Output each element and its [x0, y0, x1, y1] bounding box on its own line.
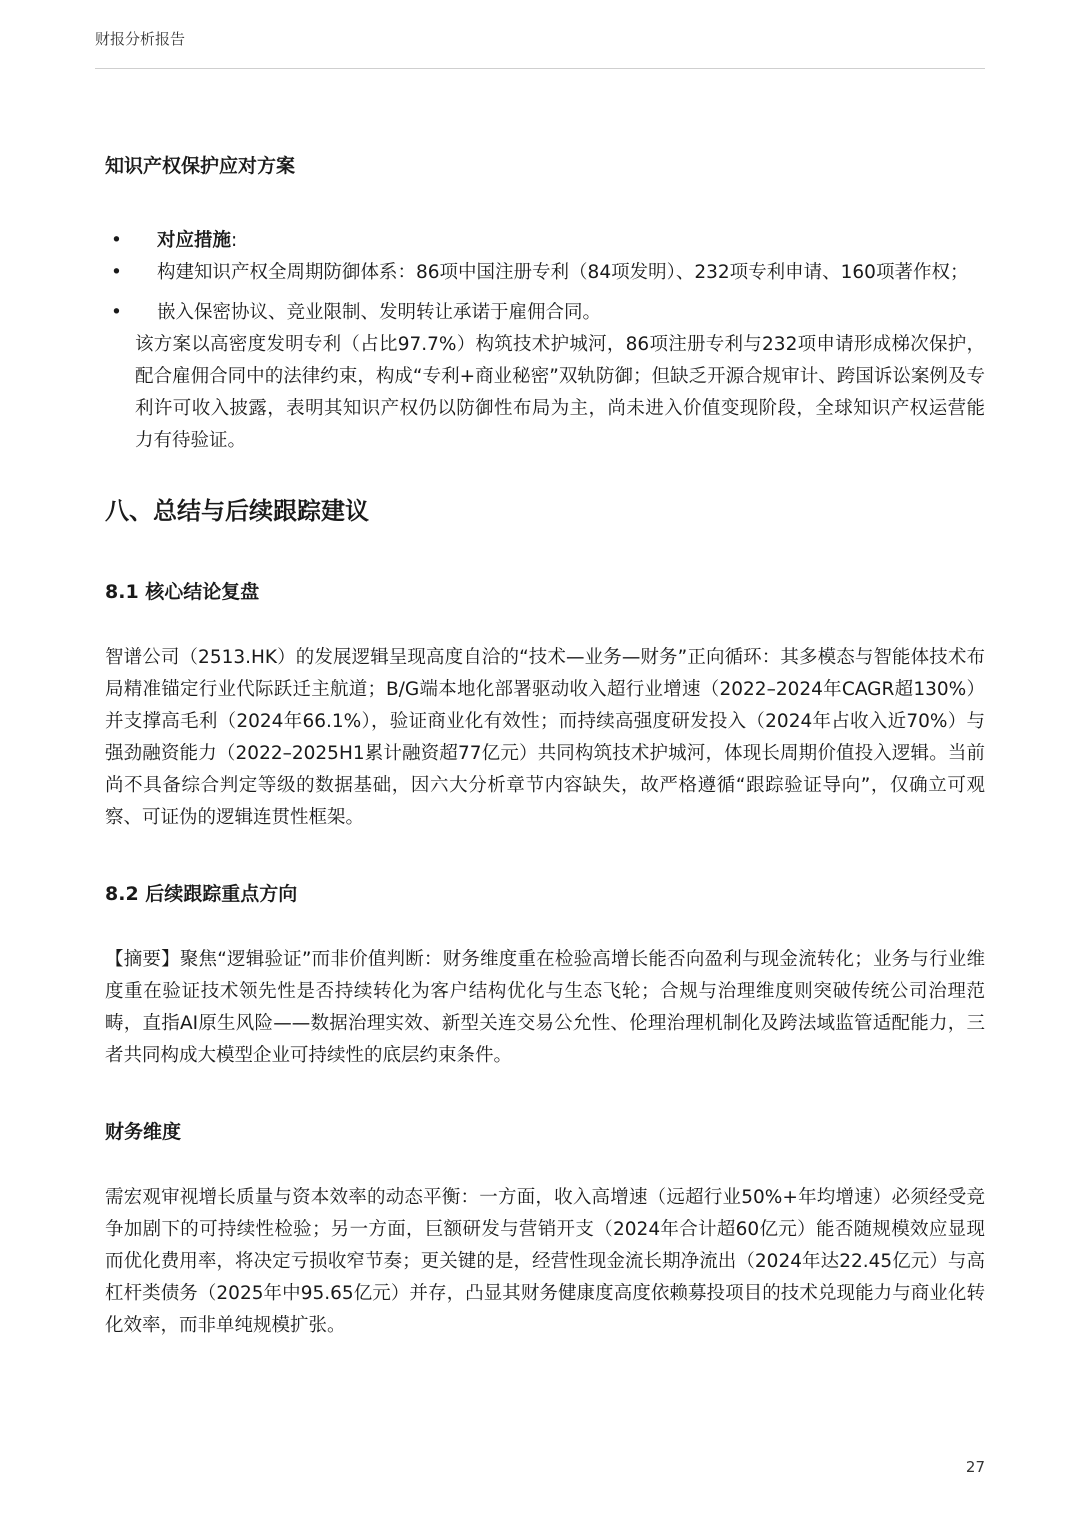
measures-label: 对应措施 — [157, 230, 232, 251]
bullet-text: 构建知识产权全周期防御体系：86项中国注册专利（84项发明）、232项专利申请、160项著作权； — [157, 262, 969, 283]
ip-analysis-paragraph: 该方案以高密度发明专利（占比97.7%）构筑技术护城河，86项注册专利与232项申请形成梯次保护，配合雇佣合同中的法律约束，构成“专利+商业秘密”双轨防御；但缺乏开源合规审计、跨国诉讼案例及专利许可收入披露，表明其知识产权仍以防御性布局为主，尚未进入价值变现阶段，全球知识产权运营能力有待验证。 — [135, 334, 985, 451]
bullet-icon: • — [111, 230, 122, 251]
section82-paragraph: 【摘要】聚焦“逻辑验证”而非价值判断：财务维度重在检验高增长能否向盈利与现金流转化；业务与行业维度重在验证技术领先性是否持续转化为客户结构优化与生态飞轮；合规与治理维度则突破传统公司治理范畴，直指AI原生风险——数据治理实效、新型关连交易公允性、伦理治理机制化及跨法域监管适配能力，三者共同构成大模型企业可持续性的底层约束条件。 — [105, 949, 985, 1066]
bullet-text: 嵌入保密协议、竞业限制、发明转让承诺于雇佣合同。 — [157, 302, 602, 323]
section82-heading: 8.2 后续跟踪重点方向 — [105, 883, 298, 905]
bullet-icon: • — [111, 302, 122, 323]
page-content — [105, 140, 985, 1342]
report-header-title: 财报分析报告 — [95, 30, 186, 48]
finance-paragraph: 需宏观审视增长质量与资本效率的动态平衡：一方面，收入高增速（远超行业50%+年均增速）必须经受竞争加剧下的可持续性检验；另一方面，巨额研发与营销开支（2024年合计超60亿元）能否随规模效应显现而优化费用率，将决定亏损收窄节奏；更关键的是，经营性现金流长期净流出（2024年达22.45亿元）与高杠杆类债务（2025年中95.65亿元）并存，凸显其财务健康度高度依赖募投项目的技术兑现能力与商业化转化效率，而非单纯规模扩张。 — [105, 1187, 985, 1336]
section81-heading: 8.1 核心结论复盘 — [105, 581, 260, 603]
list-item — [105, 257, 985, 289]
measures-label-colon: : — [231, 230, 238, 251]
section81-paragraph: 智谱公司（2513.HK）的发展逻辑呈现高度自洽的“技术—业务—财务”正向循环：其多模态与智能体技术布局精准锚定行业代际跃迁主航道；B/G端本地化部署驱动收入超行业增速（2022–2024年CAGR超130%）并支撑高毛利（2024年66.1%），验证商业化有效性；而持续高强度研发投入（2024年占收入近70%）与强劲融资能力（2022–2025H1累计融资超77亿元）共同构筑技术护城河，体现长周期价值投入逻辑。当前尚不具备综合判定等级的数据基础，因六大分析章节内容缺失，故严格遵循“跟踪验证导向”，仅确立可观察、可证伪的逻辑连贯性框架。 — [105, 647, 985, 828]
page-number: 27 — [965, 1458, 985, 1476]
list-item — [105, 225, 985, 257]
header-divider — [95, 68, 985, 69]
section8-heading: 八、总结与后续跟踪建议 — [105, 497, 369, 525]
list-item — [105, 297, 985, 329]
ip-section-heading: 知识产权保护应对方案 — [105, 155, 296, 177]
bullet-icon: • — [111, 262, 122, 283]
ip-measures-list — [105, 225, 985, 329]
finance-heading: 财务维度 — [105, 1121, 182, 1143]
